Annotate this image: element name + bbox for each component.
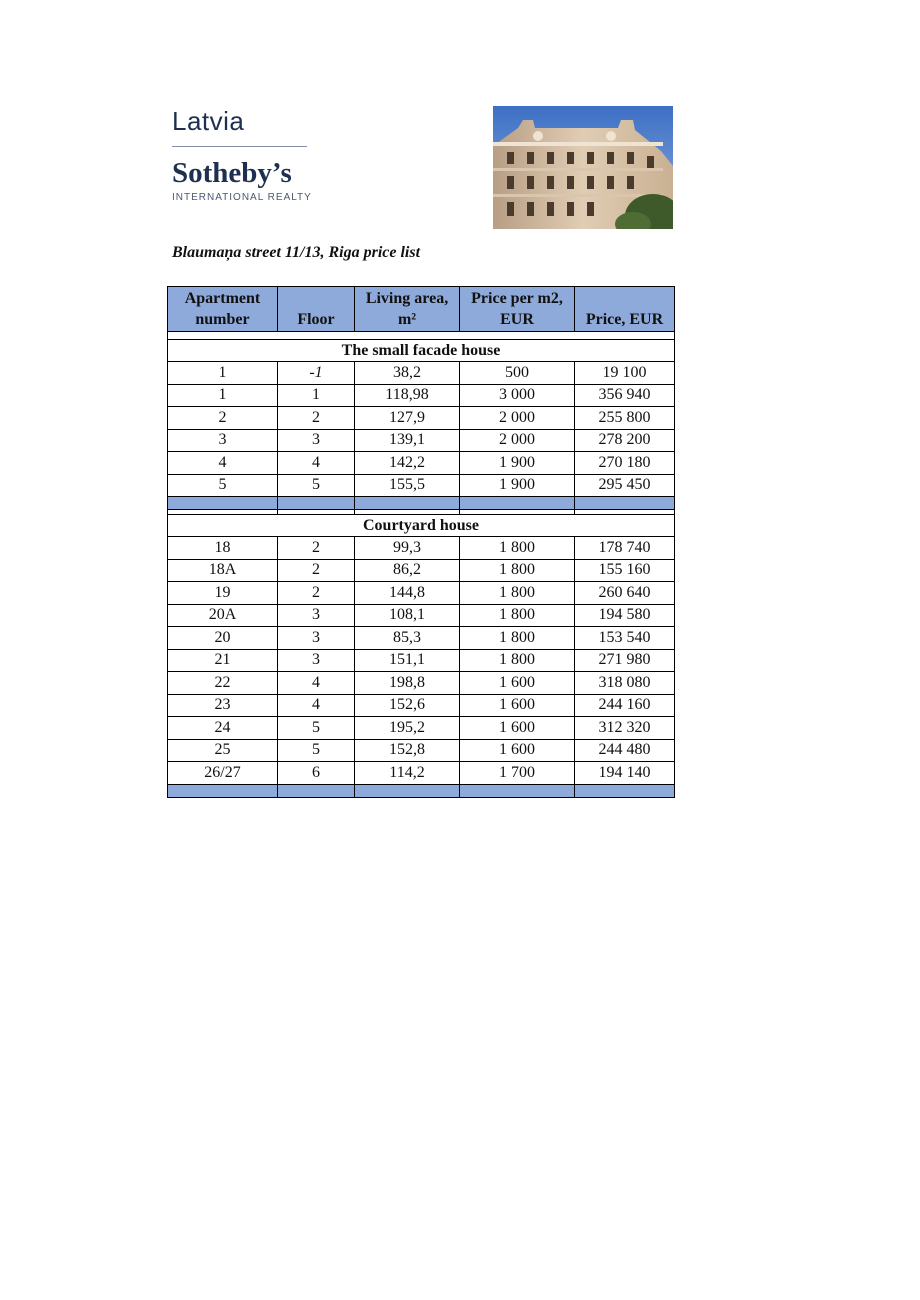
cell-price: 312 320 bbox=[575, 717, 675, 740]
cell-price-m2: 1 800 bbox=[460, 649, 575, 672]
cell-area: 195,2 bbox=[355, 717, 460, 740]
page-title: Blaumaņa street 11/13, Riga price list bbox=[172, 244, 421, 261]
table-row bbox=[168, 649, 675, 672]
separator-bar bbox=[168, 497, 675, 510]
cell-price-m2: 1 800 bbox=[460, 559, 575, 582]
cell-price: 155 160 bbox=[575, 559, 675, 582]
table-row bbox=[168, 762, 675, 785]
cell-apartment: 21 bbox=[168, 649, 278, 672]
header-apartment: Apartment number bbox=[168, 287, 278, 332]
table-row bbox=[168, 407, 675, 430]
cell-price-m2: 2 000 bbox=[460, 429, 575, 452]
cell-price: 255 800 bbox=[575, 407, 675, 430]
cell-price-m2: 1 800 bbox=[460, 604, 575, 627]
section-name: Courtyard house bbox=[168, 515, 675, 537]
cell-area: 152,8 bbox=[355, 739, 460, 762]
cell-price-m2: 1 600 bbox=[460, 672, 575, 695]
cell-floor: 4 bbox=[278, 694, 355, 717]
cell-area: 198,8 bbox=[355, 672, 460, 695]
cell-area: 85,3 bbox=[355, 627, 460, 650]
cell-apartment: 2 bbox=[168, 407, 278, 430]
cell-price-m2: 500 bbox=[460, 362, 575, 385]
cell-floor: 2 bbox=[278, 407, 355, 430]
cell-floor: 4 bbox=[278, 452, 355, 475]
building-photo bbox=[493, 106, 673, 229]
cell-area: 127,9 bbox=[355, 407, 460, 430]
cell-apartment: 20 bbox=[168, 627, 278, 650]
cell-area: 114,2 bbox=[355, 762, 460, 785]
cell-area: 118,98 bbox=[355, 384, 460, 407]
section-name: The small facade house bbox=[168, 340, 675, 362]
cell-apartment: 19 bbox=[168, 582, 278, 605]
table-row bbox=[168, 672, 675, 695]
logo-divider bbox=[172, 146, 307, 147]
cell-apartment: 25 bbox=[168, 739, 278, 762]
cell-apartment: 4 bbox=[168, 452, 278, 475]
header-price-per-m2: Price per m2, EUR bbox=[460, 287, 575, 332]
table-row bbox=[168, 452, 675, 475]
table-row bbox=[168, 604, 675, 627]
cell-floor: 3 bbox=[278, 627, 355, 650]
cell-apartment: 5 bbox=[168, 474, 278, 497]
cell-price: 278 200 bbox=[575, 429, 675, 452]
cell-area: 155,5 bbox=[355, 474, 460, 497]
cell-apartment: 22 bbox=[168, 672, 278, 695]
cell-price: 244 480 bbox=[575, 739, 675, 762]
spacer-row bbox=[168, 332, 675, 340]
cell-area: 38,2 bbox=[355, 362, 460, 385]
cell-price-m2: 1 800 bbox=[460, 537, 575, 560]
separator-bar bbox=[168, 784, 675, 797]
cell-area: 142,2 bbox=[355, 452, 460, 475]
cell-price: 19 100 bbox=[575, 362, 675, 385]
cell-apartment: 3 bbox=[168, 429, 278, 452]
cell-price: 260 640 bbox=[575, 582, 675, 605]
cell-price: 318 080 bbox=[575, 672, 675, 695]
cell-price-m2: 1 600 bbox=[460, 694, 575, 717]
cell-apartment: 1 bbox=[168, 384, 278, 407]
cell-price: 194 580 bbox=[575, 604, 675, 627]
cell-price-m2: 1 900 bbox=[460, 452, 575, 475]
section-header bbox=[168, 340, 675, 362]
table-row bbox=[168, 537, 675, 560]
cell-floor: 2 bbox=[278, 582, 355, 605]
cell-floor: 3 bbox=[278, 649, 355, 672]
cell-price-m2: 1 900 bbox=[460, 474, 575, 497]
cell-floor: 3 bbox=[278, 604, 355, 627]
cell-area: 139,1 bbox=[355, 429, 460, 452]
cell-price: 153 540 bbox=[575, 627, 675, 650]
cell-price: 178 740 bbox=[575, 537, 675, 560]
table-row bbox=[168, 739, 675, 762]
cell-floor: 5 bbox=[278, 474, 355, 497]
header-price: Price, EUR bbox=[575, 287, 675, 332]
section-header bbox=[168, 515, 675, 537]
logo-subtitle: INTERNATIONAL REALTY bbox=[172, 192, 312, 203]
cell-price: 295 450 bbox=[575, 474, 675, 497]
cell-area: 99,3 bbox=[355, 537, 460, 560]
cell-area: 152,6 bbox=[355, 694, 460, 717]
cell-price-m2: 1 600 bbox=[460, 717, 575, 740]
cell-floor: 3 bbox=[278, 429, 355, 452]
cell-floor: 5 bbox=[278, 717, 355, 740]
cell-area: 108,1 bbox=[355, 604, 460, 627]
logo-brand: Sotheby’s bbox=[172, 157, 292, 189]
table-row bbox=[168, 582, 675, 605]
cell-apartment: 20A bbox=[168, 604, 278, 627]
cell-area: 151,1 bbox=[355, 649, 460, 672]
table-row bbox=[168, 384, 675, 407]
cell-price: 270 180 bbox=[575, 452, 675, 475]
table-row bbox=[168, 694, 675, 717]
cell-apartment: 18 bbox=[168, 537, 278, 560]
cell-price-m2: 1 800 bbox=[460, 627, 575, 650]
price-table bbox=[167, 286, 675, 798]
cell-floor: -1 bbox=[278, 362, 355, 385]
table-row bbox=[168, 474, 675, 497]
table-header-row bbox=[168, 287, 675, 332]
cell-area: 144,8 bbox=[355, 582, 460, 605]
cell-floor: 1 bbox=[278, 384, 355, 407]
table-row bbox=[168, 627, 675, 650]
cell-floor: 4 bbox=[278, 672, 355, 695]
cell-floor: 5 bbox=[278, 739, 355, 762]
table-row bbox=[168, 717, 675, 740]
cell-area: 86,2 bbox=[355, 559, 460, 582]
cell-price-m2: 1 600 bbox=[460, 739, 575, 762]
cell-apartment: 24 bbox=[168, 717, 278, 740]
cell-floor: 6 bbox=[278, 762, 355, 785]
header-floor: Floor bbox=[278, 287, 355, 332]
cell-floor: 2 bbox=[278, 537, 355, 560]
cell-apartment: 26/27 bbox=[168, 762, 278, 785]
cell-price-m2: 1 700 bbox=[460, 762, 575, 785]
cell-price: 244 160 bbox=[575, 694, 675, 717]
cell-price-m2: 2 000 bbox=[460, 407, 575, 430]
cell-apartment: 23 bbox=[168, 694, 278, 717]
cell-apartment: 1 bbox=[168, 362, 278, 385]
cell-price-m2: 1 800 bbox=[460, 582, 575, 605]
cell-price: 271 980 bbox=[575, 649, 675, 672]
cell-apartment: 18A bbox=[168, 559, 278, 582]
cell-price: 194 140 bbox=[575, 762, 675, 785]
table-row bbox=[168, 362, 675, 385]
cell-floor: 2 bbox=[278, 559, 355, 582]
header-living-area: Living area, m² bbox=[355, 287, 460, 332]
cell-price-m2: 3 000 bbox=[460, 384, 575, 407]
sothebys-logo bbox=[172, 104, 312, 203]
cell-price: 356 940 bbox=[575, 384, 675, 407]
logo-region: Latvia bbox=[172, 106, 245, 136]
table-row bbox=[168, 559, 675, 582]
table-row bbox=[168, 429, 675, 452]
